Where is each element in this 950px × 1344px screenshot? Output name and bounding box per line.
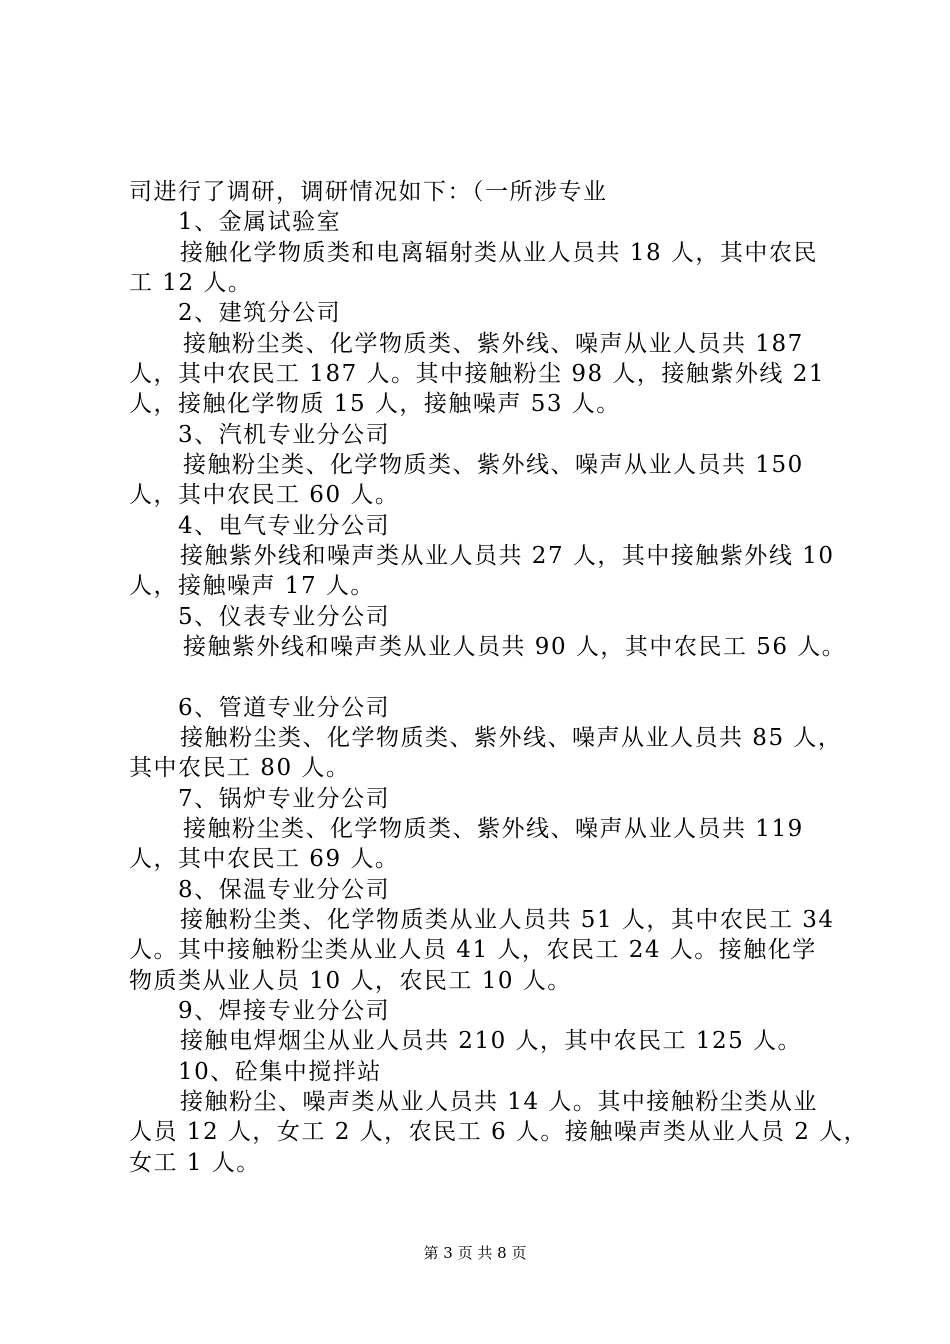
text-line: 司进行了调研，调研情况如下：（一所涉专业 [129,179,608,205]
text-line: 其中农民工 80 人。 [129,755,351,781]
section-heading: 3、汽机专业分公司 [178,422,391,448]
text-line: 人。其中接触粉尘类从业人员 41 人，农民工 24 人。接触化学 [129,937,817,963]
section-heading: 2、建筑分公司 [178,300,342,326]
text-line: 人员 12 人，女工 2 人，农民工 6 人。接触噪声类从业人员 2 人， [129,1119,869,1145]
section-heading: 8、保温专业分公司 [178,877,391,903]
section-heading: 9、焊接专业分公司 [178,998,391,1024]
section-heading: 10、砼集中搅拌站 [178,1059,382,1085]
text-line: 接触粉尘类、化学物质类、紫外线、噪声从业人员共 187 [183,331,804,357]
text-line: 接触粉尘类、化学物质类、紫外线、噪声从业人员共 85 人， [180,725,843,751]
page-number-footer: 第 3 页 共 8 页 [423,1244,527,1262]
section-heading: 7、锅炉专业分公司 [178,786,391,812]
section-heading: 5、仪表专业分公司 [178,604,391,630]
text-line: 接触粉尘、噪声类从业人员共 14 人。其中接触粉尘类从业 [180,1089,818,1115]
text-line: 人，接触噪声 17 人。 [129,573,375,599]
text-line: 接触粉尘类、化学物质类、紫外线、噪声从业人员共 150 [183,452,804,478]
text-line: 人，接触化学物质 15 人，接触噪声 53 人。 [129,391,621,417]
section-heading: 6、管道专业分公司 [178,695,391,721]
text-line: 女工 1 人。 [129,1150,261,1176]
text-line: 接触粉尘类、化学物质类、紫外线、噪声从业人员共 119 [183,816,804,842]
text-line: 接触化学物质类和电离辐射类从业人员共 18 人，其中农民 [180,240,818,266]
text-line: 工 12 人。 [129,270,253,296]
text-line: 接触电焊烟尘从业人员共 210 人，其中农民工 125 人。 [180,1028,803,1054]
section-heading: 4、电气专业分公司 [178,513,391,539]
section-heading: 1、金属试验室 [178,209,342,235]
text-line: 接触紫外线和噪声类从业人员共 90 人，其中农民工 56 人。 [183,634,847,660]
text-line: 接触粉尘类、化学物质类从业人员共 51 人，其中农民工 34 [180,907,835,933]
text-line: 人，其中农民工 187 人。其中接触粉尘 98 人，接触紫外线 21 [129,361,825,387]
text-line: 物质类从业人员 10 人，农民工 10 人。 [129,968,572,994]
text-line: 人，其中农民工 69 人。 [129,846,400,872]
text-line: 人，其中农民工 60 人。 [129,482,400,508]
text-line: 接触紫外线和噪声类从业人员共 27 人，其中接触紫外线 10 [180,543,835,569]
